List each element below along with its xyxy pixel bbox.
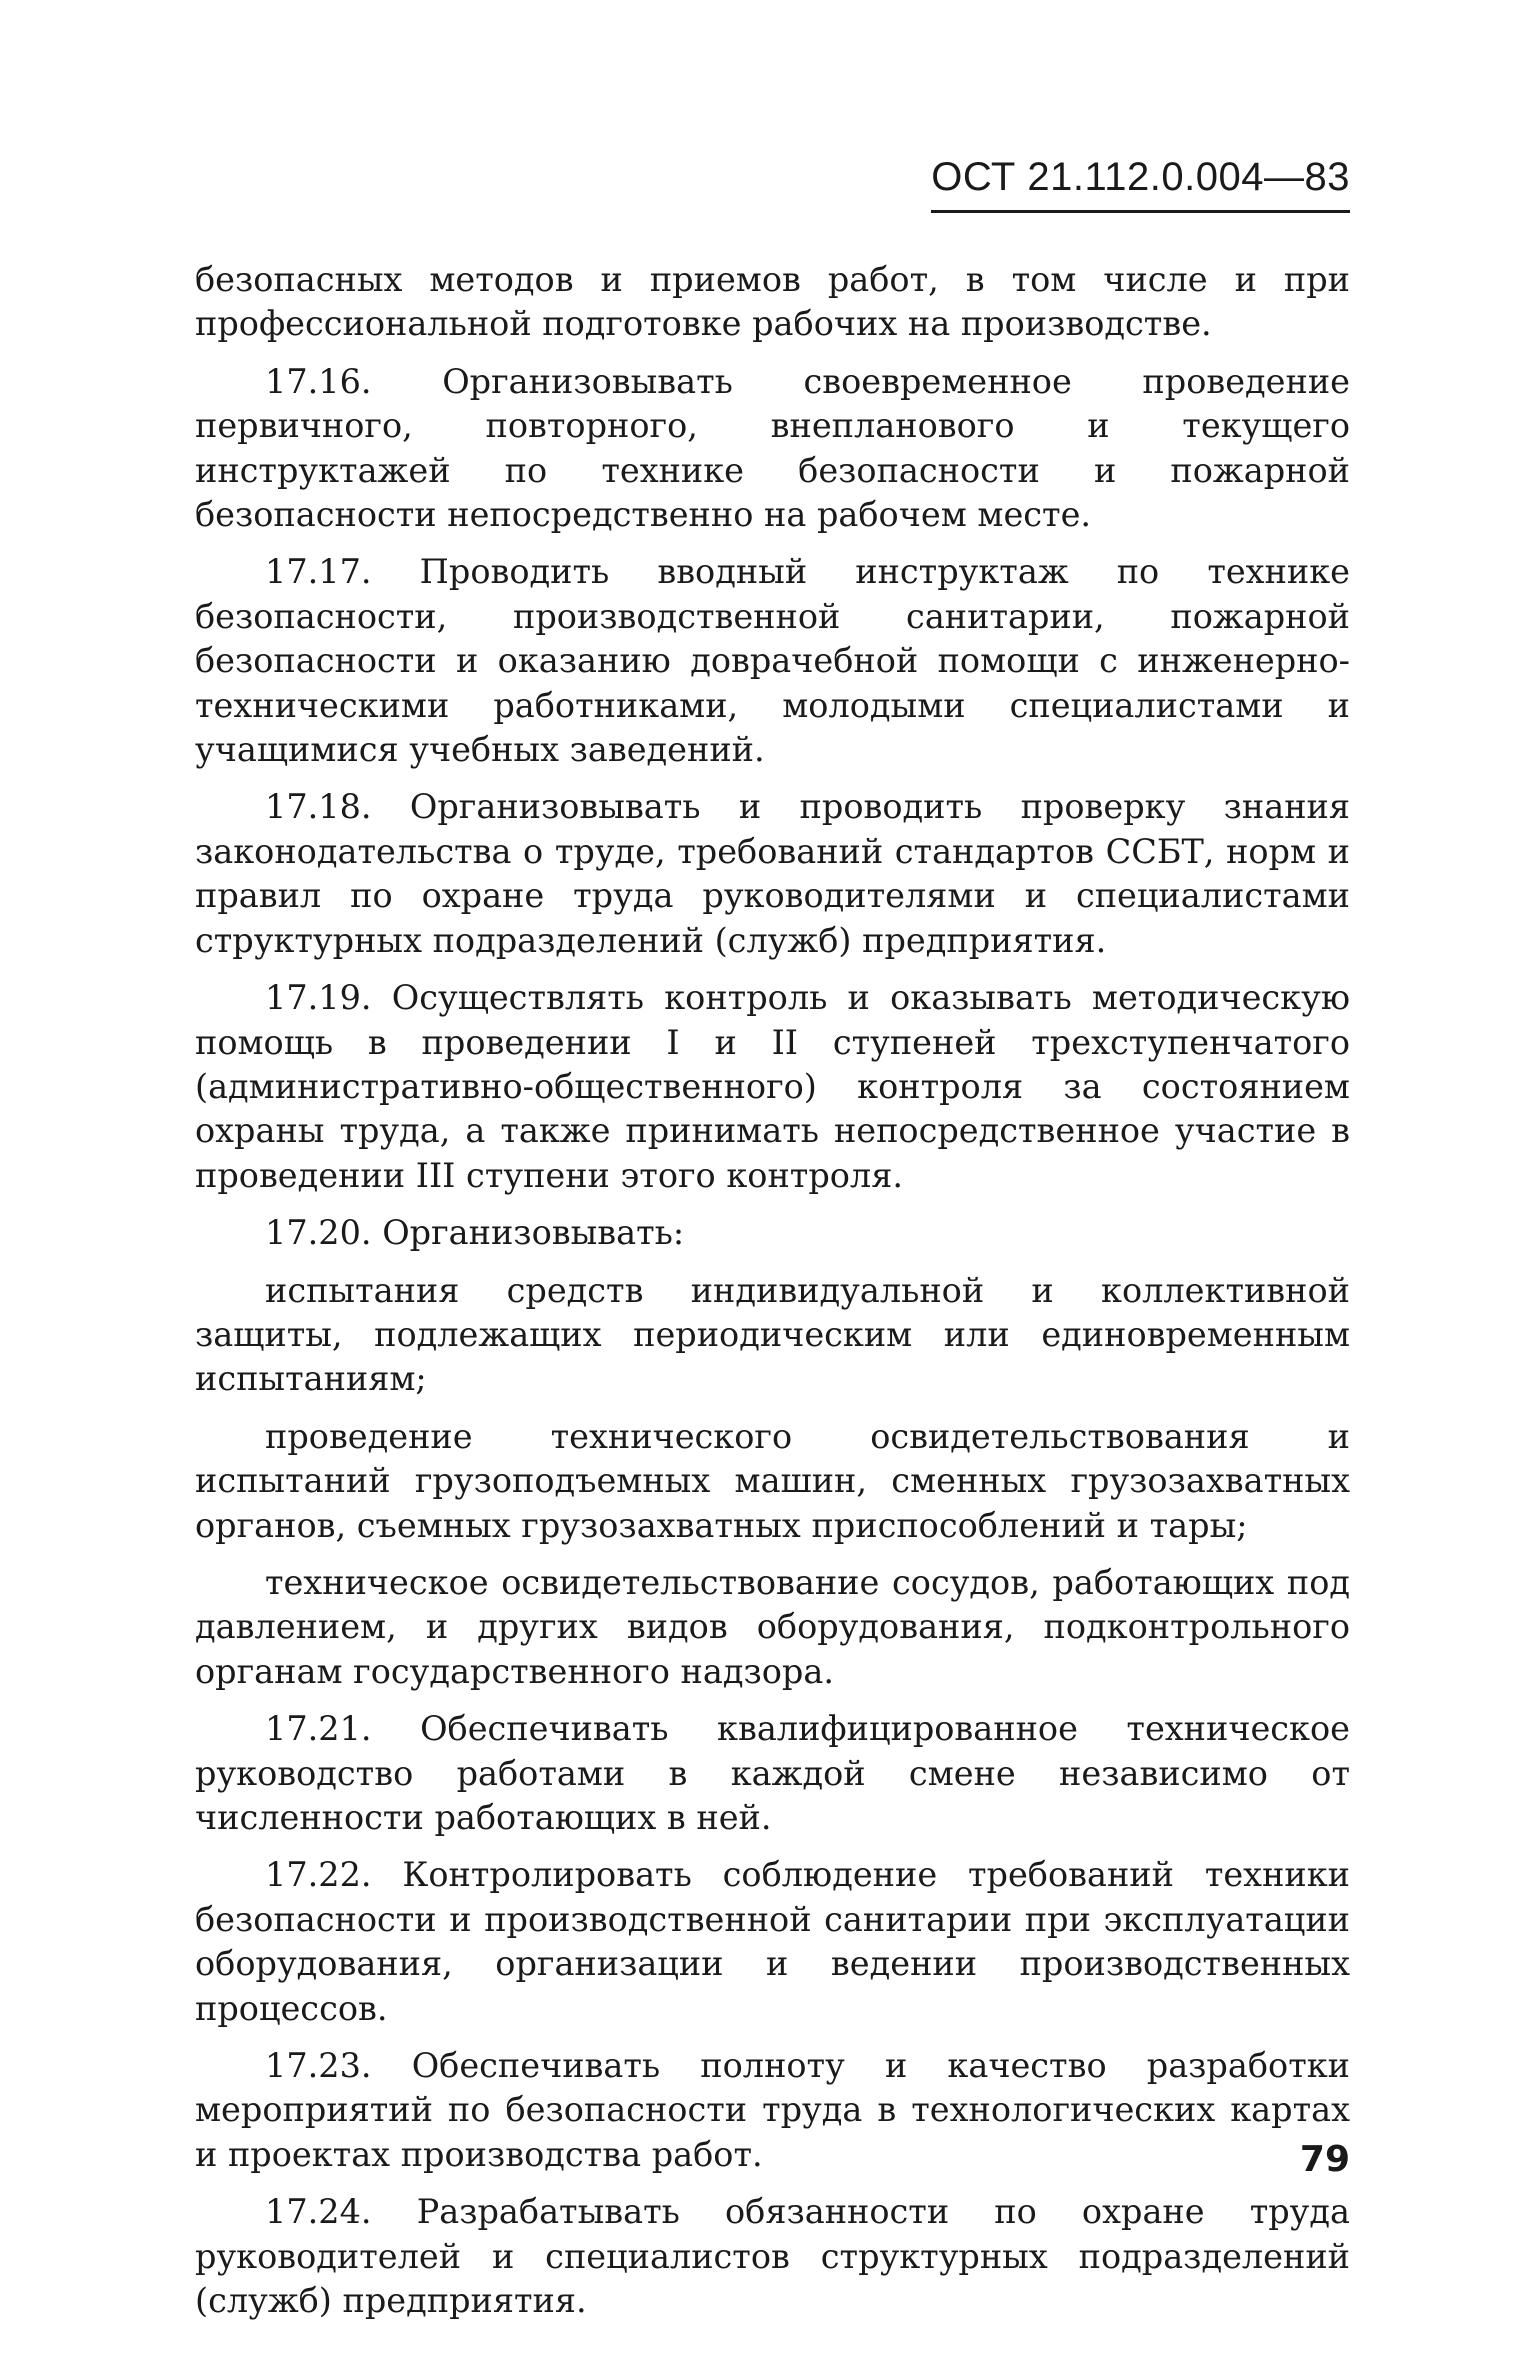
- paragraph-17-17: [195, 550, 1350, 772]
- clause-number: 17.20.: [265, 1213, 372, 1253]
- clause-number: 17.19.: [265, 978, 372, 1018]
- paragraph-17-20: [195, 1211, 1350, 1255]
- paragraph-17-24: [195, 2190, 1350, 2323]
- list-item-pressure-vessels: [195, 1561, 1350, 1694]
- paragraph-17-18: [195, 785, 1350, 963]
- clause-number: 17.22.: [265, 1855, 372, 1895]
- paragraph-17-22: [195, 1853, 1350, 2031]
- paragraph-text: Обеспечивать квалифицированное техническое руководство работами в каждой смене независимо от численности работающих в ней.: [195, 1709, 1350, 1837]
- paragraph-text: Обеспечивать полноту и качество разработки мероприятий по безопасности труда в технологических картах и проектах производства работ.: [195, 2046, 1350, 2174]
- clause-number: 17.21.: [265, 1709, 372, 1749]
- paragraph-text: техническое освидетельствование сосудов, работающих под давлением, и других видов оборудования, подконтрольного органам государственного надзора.: [195, 1562, 1350, 1691]
- document-body: [195, 258, 1350, 2336]
- paragraph-text: Организовывать:: [371, 1213, 685, 1253]
- paragraph-text: Контролировать соблюдение требований техники безопасности и производственной санитарии при эксплуатации оборудования, организации и ведении производственных процессов.: [195, 1855, 1350, 2028]
- clause-number: 17.16.: [265, 361, 372, 401]
- clause-number: 17.18.: [265, 787, 372, 827]
- paragraph-text: проведение технического освидетельствования и испытаний грузоподъемных машин, сменных грузозахватных органов, съемных грузозахватных приспособлений и тары;: [195, 1416, 1350, 1545]
- list-item-testing-protection: [195, 1269, 1350, 1402]
- paragraph-17-21: [195, 1707, 1350, 1840]
- document-code-header: ОСТ 21.112.0.004—83: [931, 150, 1350, 213]
- page-number: 79: [1299, 2139, 1350, 2180]
- paragraph-text: безопасных методов и приемов работ, в том числе и при профессиональной подготовке рабочих на производстве.: [195, 260, 1350, 344]
- paragraph-17-23: [195, 2044, 1350, 2177]
- paragraph-text: испытания средств индивидуальной и коллективной защиты, подлежащих периодическим или единовременным испытаниям;: [195, 1270, 1350, 1399]
- paragraph-text: Разрабатывать обязанности по охране труда руководителей и специалистов структурных подразделений (служб) предприятия.: [195, 2192, 1350, 2321]
- clause-number: 17.17.: [265, 552, 372, 592]
- paragraph-17-19: [195, 976, 1350, 1198]
- paragraph-text: Осуществлять контроль и оказывать методическую помощь в проведении I и II ступеней трехступенчатого (административно-общественного) контроля за состоянием охраны труда, а также принимать непосредственное участие в проведении III ступени этого контроля.: [195, 978, 1350, 1195]
- paragraph-text: Организовывать своевременное проведение первичного, повторного, внепланового и текущего инструктажей по технике безопасности и пожарной безопасности непосредственно на рабочем месте.: [195, 361, 1350, 535]
- paragraph-17-16: [195, 360, 1350, 538]
- paragraph-text: Проводить вводный инструктаж по технике безопасности, производственной санитарии, пожарной безопасности и оказанию доврачебной помощи с инженерно-техническими работниками, молодыми специалистами и учащимися учебных заведений.: [195, 552, 1350, 770]
- document-page: [195, 150, 1350, 2321]
- clause-number: 17.23.: [265, 2046, 372, 2086]
- paragraph-continuation: [195, 258, 1350, 347]
- list-item-lifting-machines: [195, 1415, 1350, 1548]
- paragraph-text: Организовывать и проводить проверку знания законодательства о труде, требований стандартов ССБТ, норм и правил по охране труда руководителями и специалистами структурных подразделений (служб) предприятия.: [195, 787, 1350, 960]
- clause-number: 17.24.: [265, 2192, 372, 2232]
